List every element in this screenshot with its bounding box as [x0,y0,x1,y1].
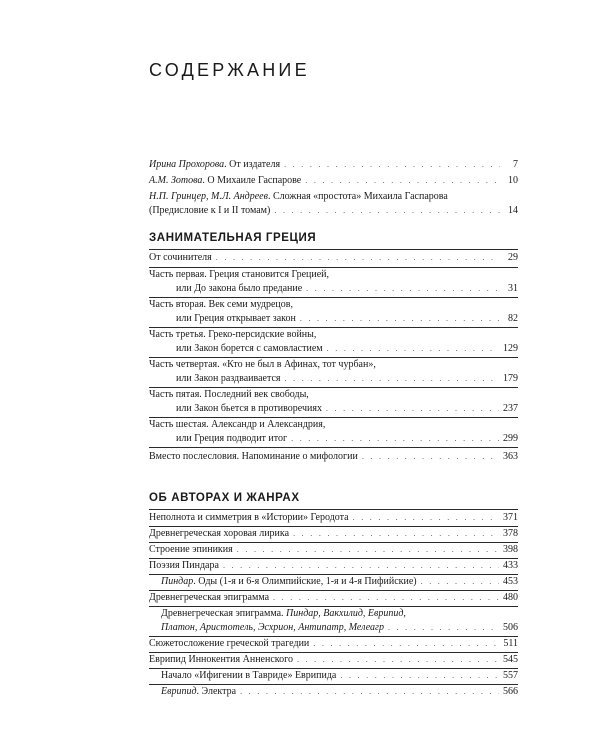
entry-page: 29 [508,252,518,263]
toc-entry [149,418,518,446]
entry-title: Поэзия Пиндара [149,560,219,571]
entry-page: 545 [503,654,518,665]
toc-entry [149,543,518,557]
toc-entry [149,591,518,605]
entry-page: 82 [508,313,518,324]
toc-entry [149,388,518,416]
toc-entry [149,251,518,265]
leader-dots [273,591,499,605]
leader-dots [327,342,499,356]
entry-title: . Оды (1-я и 6-я Олимпийские, 1-я и 4-я Пифийские) [193,576,417,587]
entry-page: 10 [508,175,518,186]
toc-entry-sub [161,685,518,699]
entry-subtitle: или До закона было предание [176,283,303,294]
entry-page: 31 [508,283,518,294]
entry-title: Еврипид Иннокентия Анненского [149,654,293,665]
entry-title: Начало «Ифигении в Тавриде» Еврипида [161,670,337,681]
toc-entry [149,527,518,541]
entry-title: Часть вторая. Век семи мудрецов, [149,299,293,310]
toc-entry [149,450,518,464]
entry-page: 299 [503,433,518,444]
entry-subtitle: или Греция подводит итог [176,433,288,444]
entry-title: Строение эпиникия [149,544,233,555]
entry-page: 511 [503,638,518,649]
entry-title: Древнегреческая эпиграмма [149,592,270,603]
toc-entry [149,559,518,573]
entry-page: 378 [503,528,518,539]
entry-authors-cont: Платон, Аристотель, Эсхрион, Антипатр, Мелеагр [161,622,384,633]
toc-entry-zotova [149,174,518,188]
entry-page: 237 [503,403,518,414]
entry-rule [149,447,518,448]
section-title-authors: ОБ АВТОРАХ И ЖАНРАХ [149,492,300,504]
leader-dots [240,685,499,699]
page-title: СОДЕРЖАНИЕ [149,60,310,80]
leader-dots [237,543,499,557]
section-rule [149,249,518,250]
entry-page: 506 [503,622,518,633]
section-rule [149,509,518,510]
leader-dots [284,158,500,172]
leader-dots [313,637,499,651]
entry-subtitle: или Закон раздваивается [176,373,281,384]
entry-title: Часть шестая. Александр и Александрия, [149,419,326,430]
entry-title: Сюжетосложение греческой трагедии [149,638,310,649]
entry-page: 433 [503,560,518,571]
entry-page: 371 [503,512,518,523]
entry-author: Еврипид [161,686,197,697]
leader-dots [421,575,499,589]
entry-page: 398 [503,544,518,555]
leader-dots [305,174,500,188]
toc-entry-sub [161,669,518,683]
entry-page: 179 [503,373,518,384]
toc-entry-publisher [149,158,518,172]
leader-dots [340,669,499,683]
toc-entry [149,358,518,386]
entry-page: 14 [508,205,518,216]
toc-entry [149,298,518,326]
entry-title: Часть четвертая. «Кто не был в Афинах, тот чурбан», [149,359,376,370]
entry-authors: Пиндар, Вакхилид, Еврипид, [286,608,406,619]
toc-entry-preface [149,190,518,218]
leader-dots [326,402,499,416]
entry-author: Пиндар [161,576,194,587]
leader-dots [300,312,500,326]
entry-title: Древнегреческая хоровая лирика [149,528,290,539]
entry-title: От сочинителя [149,252,212,263]
entry-title: Вместо послесловия. Напоминание о мифологии [149,451,358,462]
toc-entry [149,637,518,651]
entry-author: Н.П. Гринцер, М.Л. Андреев [149,191,268,202]
toc-entry [149,653,518,667]
section-title-greece: ЗАНИМАТЕЛЬНАЯ ГРЕЦИЯ [149,232,317,244]
entry-subtitle: или Греция открывает закон [176,313,296,324]
entry-page: 453 [503,576,518,587]
entry-title: Часть первая. Греция становится Грецией, [149,269,330,280]
entry-page: 566 [503,686,518,697]
entry-page: 480 [503,592,518,603]
toc-entry-sub [161,575,518,589]
entry-author: Ирина Прохорова [149,159,225,170]
leader-dots [306,282,500,296]
entry-title: Часть третья. Греко-персидские войны, [149,329,317,340]
leader-dots [216,251,500,265]
entry-subtitle: или Закон бьется в противоречиях [176,403,322,414]
entry-title: Часть пятая. Последний век свободы, [149,389,309,400]
toc-entry [149,328,518,356]
entry-page: 7 [513,159,518,170]
entry-title: . Электра [196,686,237,697]
entry-title: . От издателя [224,159,281,170]
leader-dots [293,527,499,541]
entry-title: . Сложная «простота» Михаила Гаспарова [267,191,448,202]
entry-title-cont: (Предисловие к I и II томам) [149,205,271,216]
entry-title: Неполнота и симметрия в «Истории» Геродота [149,512,349,523]
leader-dots [353,511,499,525]
leader-dots [223,559,499,573]
toc-entry [149,268,518,296]
entry-title: Древнегреческая эпиграмма. [161,608,287,619]
leader-dots [362,450,499,464]
entry-author: А.М. Зотова [149,175,203,186]
leader-dots [291,432,499,446]
leader-dots [285,372,499,386]
entry-page: 557 [503,670,518,681]
entry-subtitle: или Закон борется с самовластием [176,343,323,354]
leader-dots [297,653,499,667]
entry-page: 129 [503,343,518,354]
leader-dots [388,621,499,635]
entry-title: . О Михаиле Гаспарове [202,175,302,186]
leader-dots [274,204,500,218]
entry-page: 363 [503,451,518,462]
toc-entry-sub [161,607,518,635]
toc-entry [149,511,518,525]
